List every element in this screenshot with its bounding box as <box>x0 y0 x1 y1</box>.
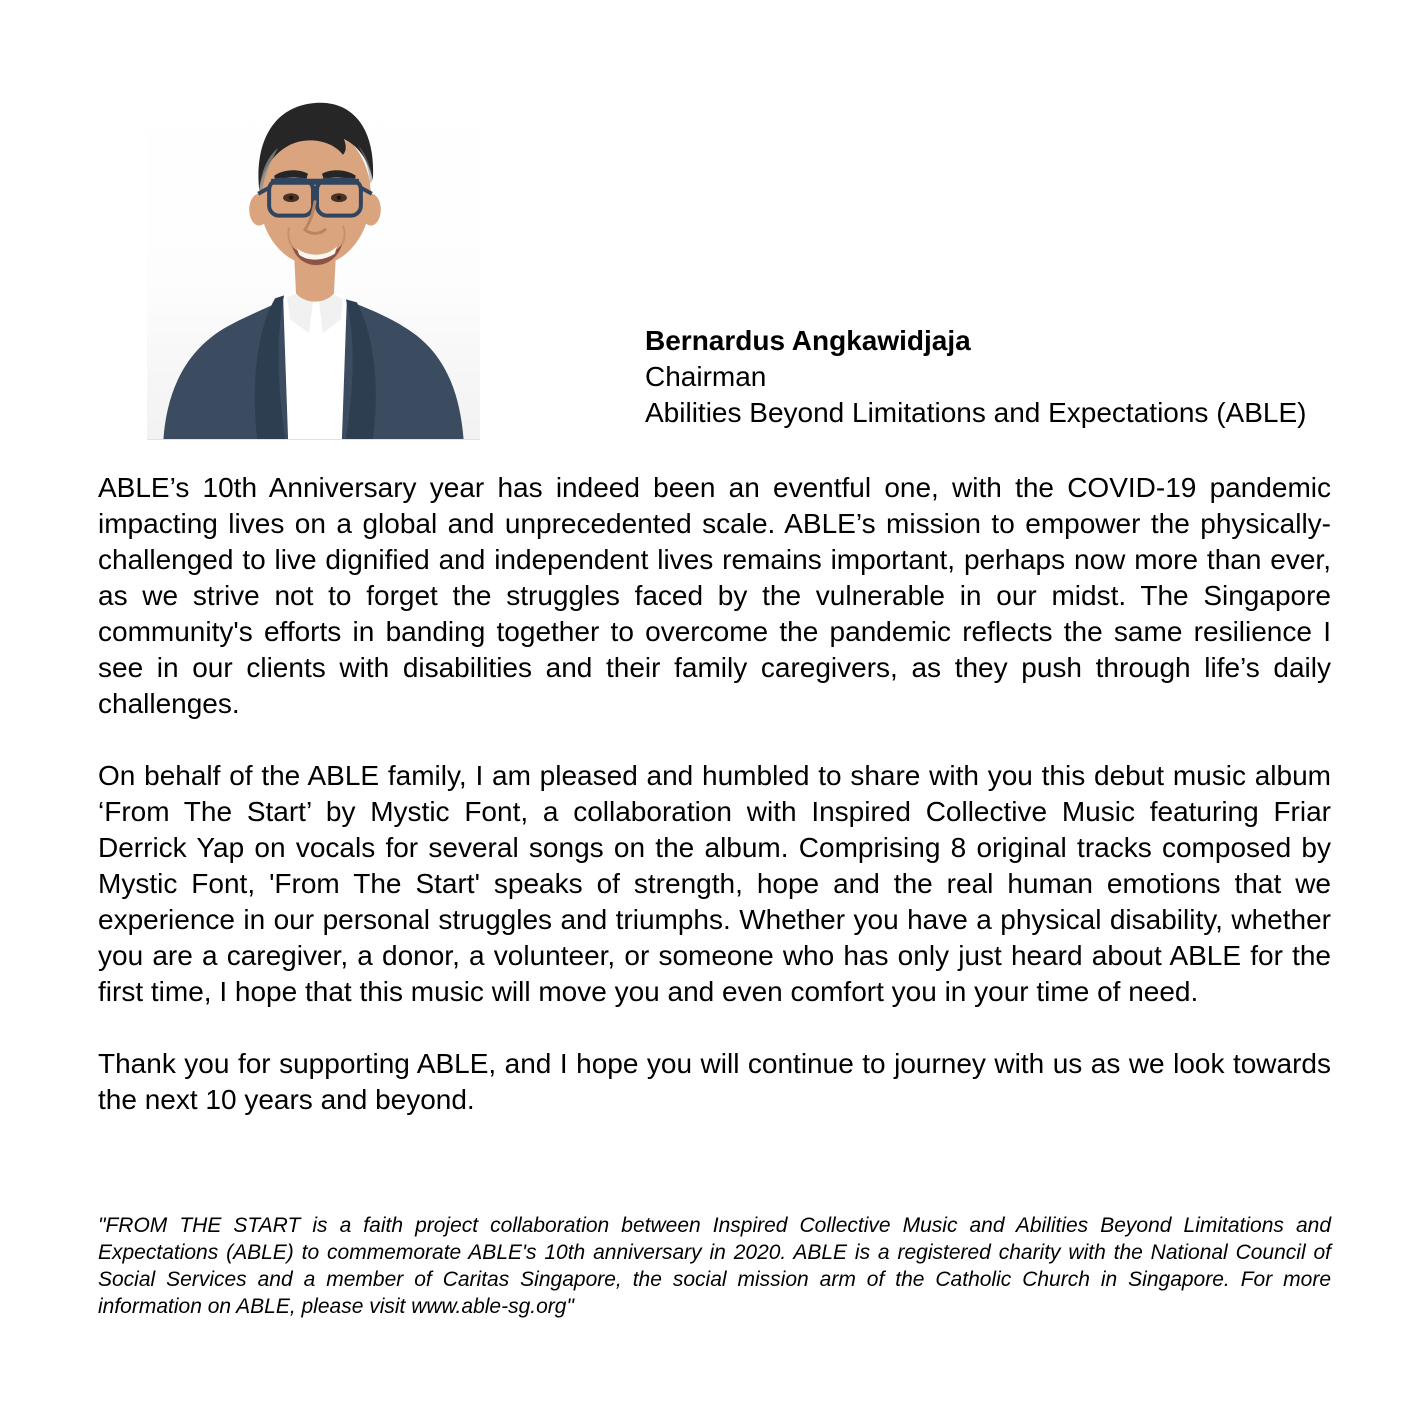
paragraph-album: On behalf of the ABLE family, I am pleased and humbled to share with you this debut music album ‘From The Start’ by Mystic Font, a collaboration with Inspired Collective Music featuring Friar Derrick Yap on vocals for several songs on the album. Comprising 8 original tracks composed by Mystic Font, 'From The Start' speaks of strength, hope and the real human emotions that we experience in our personal struggles and triumphs. Whether you have a physical disability, whether you are a caregiver, a donor, a volunteer, or someone who has only just heard about ABLE for the first time, I hope that this music will move you and even comfort you in your time of need. <box>98 760 1331 1007</box>
byline-block <box>645 323 1306 431</box>
letter-body <box>98 470 1331 1118</box>
paragraph-anniversary: ABLE’s 10th Anniversary year has indeed been an eventful one, with the COVID-19 pandemic impacting lives on a global and unprecedented scale. ABLE’s mission to empower the physically-challenged to live dignified and independent lives remains important, perhaps now more than ever, as we strive not to forget the struggles faced by the vulnerable in our midst. The Singapore community's efforts in banding together to overcome the pandemic reflects the same resilience I see in our clients with disabilities and their family caregivers, as they push through life’s daily challenges. <box>98 472 1331 719</box>
paragraph-thanks: Thank you for supporting ABLE, and I hope you will continue to journey with us as we look towards the next 10 years and beyond. <box>98 1048 1331 1115</box>
author-organization: Abilities Beyond Limitations and Expectations (ABLE) <box>645 397 1307 428</box>
portrait-illustration <box>147 88 480 439</box>
author-name: Bernardus Angkawidjaja <box>645 325 971 356</box>
album-footnote <box>98 1212 1331 1320</box>
author-title: Chairman <box>645 361 767 392</box>
chairman-portrait-photo <box>147 88 480 440</box>
footnote-text: "FROM THE START is a faith project collaboration between Inspired Collective Music and Abilities Beyond Limitations and Expectations (ABLE) to commemorate ABLE's 10th anniversary in 2020. ABLE is a registered charity with the National Council of Social Services and a member of Caritas Singapore, the social mission arm of the Catholic Church in Singapore. For more information on ABLE, please visit www.able-sg.org" <box>98 1214 1331 1318</box>
